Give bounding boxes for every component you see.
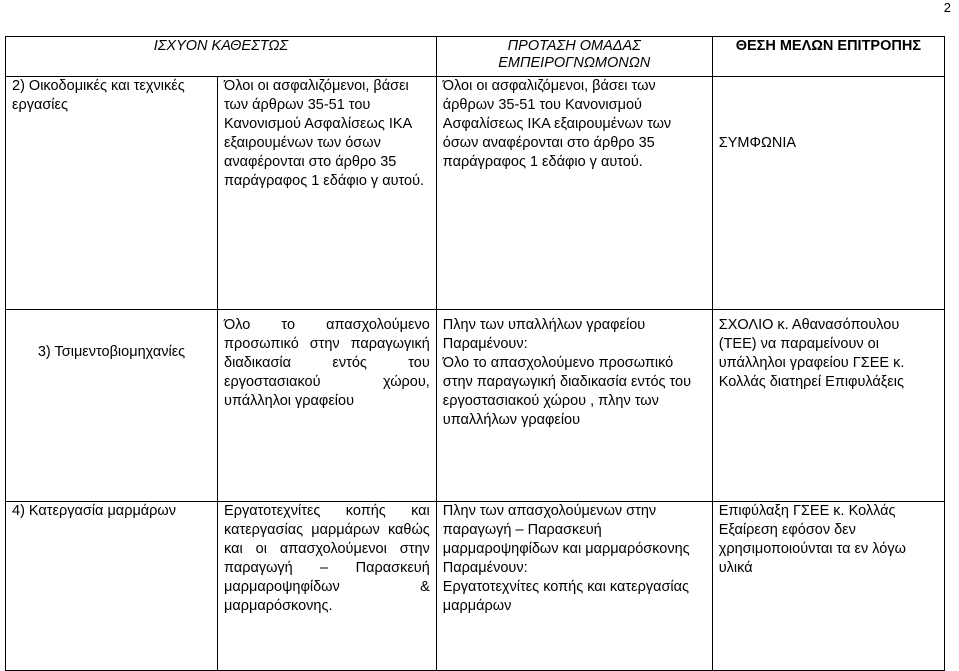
proposal-cell: Πλην των υπαλλήλων γραφείου Παραμένουν: Όλο το απασχολούμενο προσωπικό στην παραγωγική διαδικασία εντός του εργοστασιακού χώρου , πλην των υπαλλήλων γραφείου — [436, 310, 712, 502]
proposal-cell: Πλην των απασχολούμενων στην παραγωγή – Παρασκευή μαρμαροψηφίδων και μαρμαρόσκονης Παραμένουν: Εργατοτεχνίτες κοπής και κατεργασίας μαρμάρων — [436, 502, 712, 671]
committee-cell: ΣΥΜΦΩΝΙΑ — [712, 77, 944, 310]
committee-cell: Επιφύλαξη ΓΣΕΕ κ. Κολλάς Εξαίρεση εφόσον δεν χρησιμοποιούνται τα εν λόγω υλικά — [712, 502, 944, 671]
page-number: 2 — [943, 0, 951, 15]
table-row — [6, 77, 945, 310]
table-row — [6, 310, 945, 502]
sector-cell: 4) Κατεργασία μαρμάρων — [6, 502, 218, 671]
header-expert-proposal: ΠΡΟΤΑΣΗ ΟΜΑΔΑΣ ΕΜΠΕΙΡΟΓΝΩΜΟΝΩΝ — [436, 37, 712, 77]
sector-cell: 3) Τσιμεντοβιομηχανίες — [6, 310, 218, 502]
current-regime-cell: Όλο το απασχολούμενο προσωπικό στην παραγωγική διαδικασία εντός του εργοστασιακού χώρου, υπάλληλοι γραφείου — [218, 310, 437, 502]
table-row — [6, 502, 945, 671]
current-regime-cell: Όλοι οι ασφαλιζόμενοι, βάσει των άρθρων 35-51 του Κανονισμού Ασφαλίσεως ΙΚΑ εξαιρουμένων των όσων αναφέρονται στο άρθρο 35 παράγραφος 1 εδάφιο γ αυτού. — [218, 77, 437, 310]
header-committee-position: ΘΕΣΗ ΜΕΛΩΝ ΕΠΙΤΡΟΠΗΣ — [712, 37, 944, 77]
header-current-regime: ΙΣΧΥΟΝ ΚΑΘΕΣΤΩΣ — [6, 37, 437, 77]
comparison-table — [5, 36, 945, 671]
committee-cell: ΣΧΟΛΙΟ κ. Αθανασόπουλου (ΤΕΕ) να παραμείνουν οι υπάλληλοι γραφείου ΓΣΕΕ κ. Κολλάς διατηρεί Επιφυλάξεις — [712, 310, 944, 502]
proposal-cell: Όλοι οι ασφαλιζόμενοι, βάσει των άρθρων 35-51 του Κανονισμού Ασφαλίσεως ΙΚΑ εξαιρουμένων των όσων αναφέρονται στο άρθρο 35 παράγραφος 1 εδάφιο γ αυτού. — [436, 77, 712, 310]
table-header-row — [6, 37, 945, 77]
sector-cell: 2) Οικοδομικές και τεχνικές εργασίες — [6, 77, 218, 310]
current-regime-cell: Εργατοτεχνίτες κοπής και κατεργασίας μαρμάρων καθώς και οι απασχολούμενοι στην παραγωγή – Παρασκευή μαρμαροψηφίδων & μαρμαρόσκονης. — [218, 502, 437, 671]
